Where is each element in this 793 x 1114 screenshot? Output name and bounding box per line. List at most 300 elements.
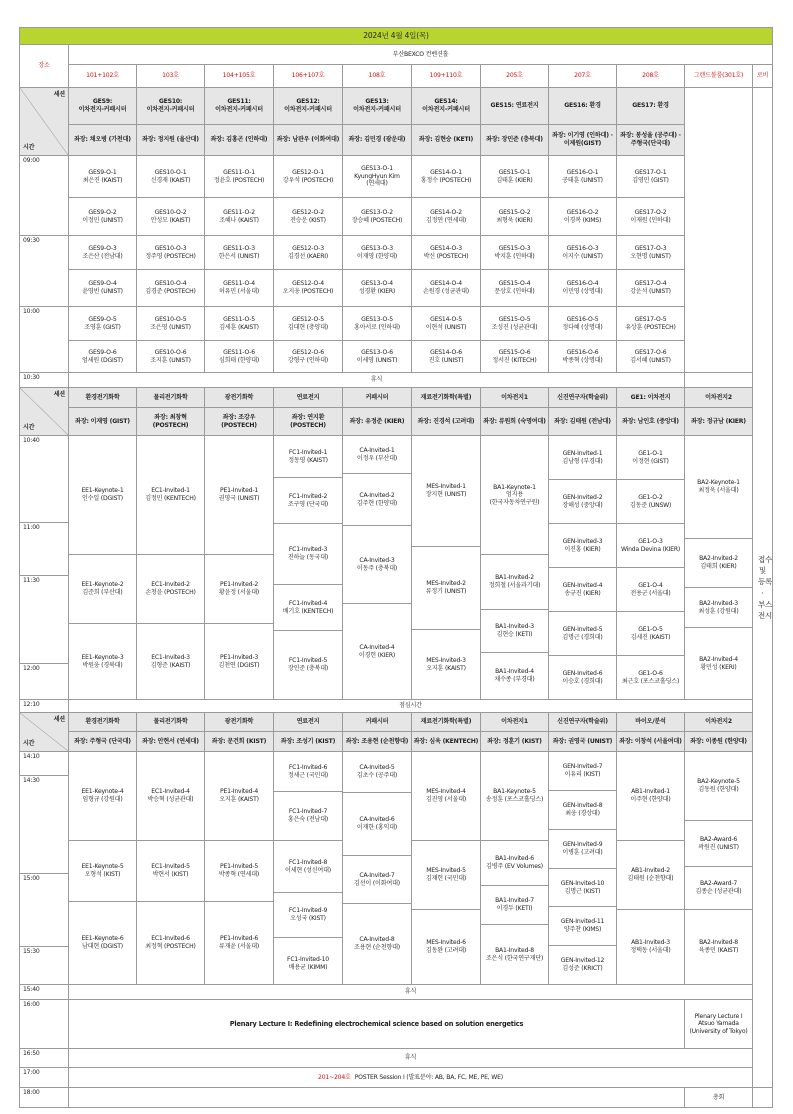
talk-text: GES10-O-4 bbox=[154, 280, 187, 288]
talk-text: 장해성 (중앙대) bbox=[562, 501, 603, 509]
mes-talk bbox=[411, 840, 481, 910]
reception bbox=[684, 1087, 753, 1108]
ge1-talk bbox=[616, 435, 685, 480]
cell-text: (POSTECH) bbox=[152, 421, 189, 429]
talk-text: GES17-O-6 bbox=[634, 348, 667, 356]
ges-talk bbox=[204, 155, 274, 198]
talk-text: GES10-O-3 bbox=[154, 244, 187, 252]
pe1-talk bbox=[204, 554, 274, 624]
ges-talk bbox=[411, 155, 481, 198]
ges-talk bbox=[342, 155, 412, 198]
talk-text: GES14-O-1 bbox=[430, 168, 462, 176]
talk-text: 엄지용 bbox=[505, 491, 524, 499]
talk-text: 이민영 (상명대) bbox=[562, 288, 603, 295]
ges-talk bbox=[68, 306, 137, 341]
talk-text: PE1-Invited-4 bbox=[219, 788, 259, 796]
talk-text: 안성모 (KAIST) bbox=[150, 216, 191, 224]
ba1-talk bbox=[480, 554, 549, 610]
cell-text: 재료전기화학(특별) bbox=[420, 718, 472, 726]
talk-text: GEN-Invited-3 bbox=[562, 537, 603, 545]
talk-text: CA-Invited-3 bbox=[359, 556, 395, 564]
room-header bbox=[204, 64, 274, 88]
cell-text: Atsuo Yamada bbox=[698, 1020, 739, 1028]
talk-text: 송정훈 (포스코홀딩스) bbox=[485, 796, 544, 803]
cell-text: 주형국(단국대) bbox=[630, 140, 671, 147]
cell-text: 점심시간 bbox=[399, 702, 422, 710]
cell-text: 좌장: 류원희 (숙명여대) bbox=[483, 417, 546, 425]
talk-text: GE1-O-3 bbox=[638, 537, 663, 545]
session-header bbox=[68, 712, 137, 732]
session-chair bbox=[204, 407, 274, 436]
cell-text: 커패시터 bbox=[365, 718, 389, 726]
gen-talk bbox=[548, 868, 617, 907]
ca-talk bbox=[342, 473, 412, 526]
cell-text: 환경전기화학 bbox=[85, 718, 120, 726]
talk-text: 김초수 (공주대) bbox=[356, 772, 398, 779]
ges-talk bbox=[136, 306, 205, 341]
talk-text: 허유민 (서울대) bbox=[218, 288, 260, 295]
talk-text: 김동준 (UNSW) bbox=[629, 501, 672, 509]
talk-text: 이진홍 (KIER) bbox=[564, 545, 601, 553]
gen-talk bbox=[548, 567, 617, 612]
talk-text: 손청윤 (POSTECH) bbox=[145, 589, 196, 596]
cell-text: (University of Tokyo) bbox=[689, 1027, 748, 1035]
ge1-talk bbox=[616, 655, 685, 700]
talk-text: GES10-O-2 bbox=[154, 208, 187, 216]
cell-text: 좌장: 유정준 (KIER) bbox=[349, 417, 405, 425]
cell-text: 좌장: 안현서 (연세대) bbox=[142, 737, 199, 745]
ee1-talk bbox=[68, 554, 137, 624]
talk-text: 김동원 (한양대) bbox=[698, 786, 739, 793]
talk-text: FC1-Invited-3 bbox=[288, 546, 328, 554]
talk-text: CA-Invited-7 bbox=[359, 871, 395, 879]
ges-talk bbox=[342, 340, 412, 373]
evening-empty bbox=[68, 1087, 685, 1108]
talk-text: 김경선 (KAERI) bbox=[287, 252, 329, 260]
talk-text: CA-Invited-8 bbox=[359, 936, 395, 944]
room-header bbox=[616, 64, 685, 88]
talk-text: 채수종 (부경대) bbox=[494, 676, 535, 683]
talk-text: GES12-O-5 bbox=[292, 315, 324, 323]
ee1-talk bbox=[68, 751, 137, 841]
ba2-talk bbox=[684, 866, 753, 910]
gen-talk bbox=[548, 906, 617, 946]
session-chair bbox=[616, 124, 685, 156]
talk-text: 신경재 (KAIST) bbox=[150, 176, 191, 184]
ge1-talk bbox=[616, 611, 685, 656]
talk-text: 박종혁 (연세대) bbox=[218, 871, 260, 878]
ges-talk bbox=[480, 306, 549, 341]
talk-text: 성경환 (KIER) bbox=[358, 288, 396, 295]
talk-text: 오지훈 (KAIST) bbox=[219, 796, 259, 803]
talk-text: BA1-Invited-3 bbox=[495, 623, 534, 631]
cell-text: 좌장: 김현승 (KETI) bbox=[418, 136, 474, 144]
talk-text: GE1-O-5 bbox=[638, 625, 663, 633]
talk-text: 김영민 (GIST) bbox=[632, 176, 669, 184]
time-label bbox=[19, 775, 69, 874]
cell-text: 좌장: 진경석 (고려대) bbox=[417, 417, 475, 425]
talk-text: 전승운 (KIST) bbox=[290, 216, 326, 224]
talk-text: 류정기 (UNIST) bbox=[425, 588, 467, 595]
talk-text: 김병주 (EV Volumes) bbox=[486, 863, 543, 870]
session-chair bbox=[411, 731, 481, 752]
talk-text: BA2-Award-7 bbox=[699, 880, 738, 888]
talk-text: 조구영 (단국대) bbox=[287, 500, 329, 508]
cell-text: Plenary Lecture I bbox=[694, 1012, 743, 1020]
talk-text: 한은서 (UNIST) bbox=[218, 252, 260, 260]
time-label bbox=[19, 1067, 69, 1088]
talk-text: 양주찬 (KIMS) bbox=[563, 926, 602, 933]
cell-text: 좌장: 정지원 (울산대) bbox=[142, 136, 199, 144]
talk-text: 오형석 (KIST) bbox=[84, 871, 121, 878]
ges-talk bbox=[204, 235, 274, 270]
cell-text: 좌장: 문건희 (KIST) bbox=[211, 737, 267, 745]
room-header bbox=[480, 64, 549, 88]
talk-text: FC1-Invited-5 bbox=[288, 657, 328, 665]
mes-talk bbox=[411, 546, 481, 630]
ges-talk bbox=[411, 269, 481, 307]
session-header bbox=[411, 712, 481, 732]
session-chair bbox=[548, 124, 617, 156]
talk-text: 최웅 (경상대) bbox=[565, 810, 600, 817]
talk-text: GES11-O-4 bbox=[223, 280, 255, 288]
cell-text: 이차전지-커패시터 bbox=[78, 106, 127, 113]
ba2-talk bbox=[684, 820, 753, 867]
session-chair bbox=[204, 731, 274, 752]
talk-text: GE1-O-2 bbox=[638, 493, 663, 501]
session-header bbox=[548, 712, 617, 732]
ba1-talk bbox=[480, 652, 549, 700]
poster-session bbox=[68, 1067, 753, 1088]
talk-text: 조혜나 (KAIST) bbox=[219, 216, 259, 224]
talk-text: GES16-O-5 bbox=[566, 315, 599, 323]
ge1-talk bbox=[616, 523, 685, 568]
talk-text: 육종민 (KAIST) bbox=[698, 947, 739, 954]
ges-talk bbox=[342, 269, 412, 307]
cell-text: 휴식 bbox=[370, 376, 383, 384]
talk-text: EE1-Keynote-6 bbox=[81, 935, 124, 943]
cell-text: 이차전지-커패시터 bbox=[284, 106, 332, 113]
talk-text: 유상훈 (POSTECH) bbox=[625, 323, 676, 331]
session-chair bbox=[411, 407, 481, 436]
talk-text: 정다혜 (상명대) bbox=[562, 323, 603, 331]
session-header bbox=[136, 387, 205, 408]
session-chair bbox=[273, 407, 343, 436]
cell-text: 11:30 bbox=[23, 577, 40, 584]
cell-text: 좌장: 남인호 (중앙대) bbox=[622, 417, 679, 425]
session-chair bbox=[616, 407, 685, 436]
time-label bbox=[19, 575, 69, 664]
session-header bbox=[136, 712, 205, 732]
gen-talk bbox=[548, 479, 617, 524]
ges-talk bbox=[480, 235, 549, 270]
cell-text: (POSTECH) bbox=[221, 421, 257, 429]
gen-talk bbox=[548, 751, 617, 791]
talk-text: 김남형 (부경대) bbox=[562, 457, 603, 465]
session-header bbox=[342, 712, 412, 732]
talk-text: GES15-O-2 bbox=[498, 208, 531, 216]
talk-text: 강운석 (UNIST) bbox=[630, 288, 671, 295]
talk-text: 김태원 (순천향대) bbox=[627, 875, 674, 882]
talk-text: PE1-Invited-6 bbox=[219, 935, 259, 943]
room-header bbox=[684, 64, 753, 88]
mes-talk bbox=[411, 909, 481, 985]
fc1-talk bbox=[273, 630, 343, 700]
ges-talk bbox=[342, 235, 412, 270]
cell-text: 108호 bbox=[368, 72, 386, 80]
ba1-talk bbox=[480, 751, 549, 841]
room-header bbox=[273, 64, 343, 88]
talk-text: MES-Invited-5 bbox=[426, 867, 466, 875]
cell-text: 205호 bbox=[506, 72, 523, 80]
cell-text: 103호 bbox=[162, 72, 179, 80]
time-label bbox=[19, 372, 69, 388]
cell-text: GES11: bbox=[227, 98, 251, 106]
talk-text: MES-Invited-3 bbox=[426, 656, 466, 664]
time-label bbox=[19, 663, 69, 700]
time-label bbox=[19, 751, 69, 776]
gen-talk bbox=[548, 611, 617, 656]
talk-text: GES17-O-3 bbox=[634, 244, 667, 252]
talk-text: 김종순 (성균관대) bbox=[695, 888, 742, 895]
talk-text: 이경복 (KIMS) bbox=[563, 216, 602, 224]
cell-text: 106+107호 bbox=[291, 72, 325, 80]
talk-text: 이재영 (한양대) bbox=[356, 252, 398, 260]
ges-talk bbox=[136, 155, 205, 198]
cell-text: 이차전지1 bbox=[501, 393, 528, 401]
fc1-talk bbox=[273, 791, 343, 841]
session-header bbox=[548, 87, 617, 125]
talk-text: GES13-O-3 bbox=[361, 244, 393, 252]
talk-text: 김태희 (KIER) bbox=[700, 563, 737, 570]
fc1-talk bbox=[273, 477, 343, 524]
cell-text: GES14: bbox=[434, 98, 458, 106]
ges-talk bbox=[480, 269, 549, 307]
talk-text: GES11-O-2 bbox=[223, 208, 255, 216]
ca-talk bbox=[342, 751, 412, 793]
talk-text: BA2-Invited-8 bbox=[699, 939, 738, 947]
talk-text: GEN-Invited-7 bbox=[562, 763, 603, 771]
talk-text: GES11-O-1 bbox=[223, 168, 255, 176]
talk-text: GES13-O-2 bbox=[361, 208, 393, 216]
talk-text: 박승혁 (성균관대) bbox=[147, 796, 194, 803]
session-header bbox=[480, 387, 549, 408]
talk-text: BA1-Keynote-1 bbox=[493, 483, 536, 491]
talk-text: 조은식 (한국연구재단) bbox=[485, 954, 544, 962]
ges-talk bbox=[273, 340, 343, 373]
cell-text: 총회 bbox=[712, 1093, 725, 1101]
cell-text: 신진연구자(학술위) bbox=[557, 718, 608, 726]
talk-text: GEN-Invited-1 bbox=[562, 449, 603, 457]
talk-text: GES17-O-5 bbox=[634, 315, 667, 323]
talk-text: EC1-Invited-5 bbox=[151, 863, 190, 871]
cell-text: 좌장: 김태원 (전남대) bbox=[554, 417, 611, 425]
talk-text: GES11-O-6 bbox=[223, 348, 255, 356]
talk-text: GES9-O-1 bbox=[88, 168, 117, 176]
gen-talk bbox=[548, 435, 617, 480]
talk-text: 김현승 (KETI) bbox=[496, 631, 533, 638]
cell-text: 물리전기화학 bbox=[153, 718, 188, 726]
ges-talk bbox=[548, 197, 617, 236]
talk-text: 최정욱 (서울대) bbox=[698, 487, 739, 494]
talk-text: 류재윤 (서울대) bbox=[218, 943, 260, 950]
talk-text: FC1-Invited-9 bbox=[288, 907, 328, 915]
cell-text: 좌장: 남관우 (이화여대) bbox=[276, 136, 340, 144]
cell-text: GES10: bbox=[158, 98, 183, 106]
time-label bbox=[19, 984, 69, 1000]
cell-text: 이차전지-커패시터 bbox=[146, 106, 195, 113]
talk-text: 이정현 (GIST) bbox=[632, 457, 669, 465]
ee1-talk bbox=[68, 435, 137, 555]
talk-text: GES9-O-5 bbox=[88, 315, 117, 323]
cell-text: 이차전지1 bbox=[501, 718, 528, 726]
ges-talk bbox=[68, 340, 137, 373]
fc1-talk bbox=[273, 937, 343, 990]
talk-text: 이유리 (KIST) bbox=[564, 771, 601, 778]
cell-text: 이제원(GIST) bbox=[563, 140, 602, 147]
talk-text: 김선이 (이화여대) bbox=[354, 879, 400, 887]
cell-text: GES15: 연료전지 bbox=[490, 102, 539, 110]
talk-text: 조지훈 (UNIST) bbox=[150, 356, 191, 364]
talk-text: FC1-Invited-7 bbox=[288, 808, 328, 816]
talk-text: BA1-Invited-8 bbox=[495, 946, 534, 954]
afternoon-break bbox=[68, 984, 753, 1000]
time-label bbox=[19, 522, 69, 576]
talk-text: CA-Invited-5 bbox=[359, 764, 395, 772]
cell-text: 바이오/분석 bbox=[635, 718, 666, 726]
plenary-speaker bbox=[684, 999, 753, 1049]
talk-text: PE1-Invited-3 bbox=[219, 653, 259, 661]
talk-text: EC1-Invited-6 bbox=[151, 935, 190, 943]
talk-text: 오현명 (UNIST) bbox=[630, 252, 671, 260]
ges-talk bbox=[616, 235, 685, 270]
talk-text: AB1-Invited-2 bbox=[631, 867, 670, 875]
talk-text: 정주영 (POSTECH) bbox=[145, 252, 196, 260]
talk-text: PE1-Invited-2 bbox=[219, 581, 259, 589]
ee1-talk bbox=[68, 623, 137, 700]
talk-text: FC1-Invited-4 bbox=[288, 599, 328, 607]
talk-text: 김진영 (서울대) bbox=[425, 796, 467, 803]
time-label bbox=[19, 155, 69, 236]
ges-talk bbox=[616, 155, 685, 198]
talk-text: GEN-Invited-9 bbox=[562, 841, 603, 849]
cell-text: 좌장: 조강우 bbox=[222, 413, 256, 421]
talk-text: 권영국 (UNIST) bbox=[218, 495, 260, 502]
ges-talk bbox=[68, 269, 137, 307]
talk-text: GES15-O-4 bbox=[498, 280, 531, 288]
talk-text: GES9-O-6 bbox=[88, 348, 117, 356]
pe1-talk bbox=[204, 623, 274, 700]
talk-text: 김태훈 (KIER) bbox=[496, 176, 533, 184]
talk-text: GES17-O-1 bbox=[634, 168, 667, 176]
talk-text: MES-Invited-2 bbox=[426, 580, 466, 588]
talk-text: 김성준 (KRICT) bbox=[562, 965, 603, 972]
talk-text: 정동영 (KAIST) bbox=[288, 456, 328, 464]
talk-text: EE1-Keynote-4 bbox=[81, 788, 124, 796]
room-header bbox=[68, 64, 137, 88]
talk-text: 조은영 (UNIST) bbox=[150, 323, 191, 331]
session-chair bbox=[411, 124, 481, 156]
talk-text: 정세근 (국민대) bbox=[287, 771, 329, 779]
talk-text: 엄세원 (DGIST) bbox=[82, 356, 123, 364]
talk-text: BA2-Invited-2 bbox=[699, 555, 738, 563]
talk-text: BA1-Invited-6 bbox=[495, 855, 534, 863]
ab1-talk bbox=[616, 840, 685, 910]
ges-talk bbox=[273, 197, 343, 236]
talk-text: 조은산 (전남대) bbox=[82, 252, 123, 260]
talk-text: BA2-Award-6 bbox=[699, 835, 738, 843]
cell-text: 좌장: 김홍곤 (인하대) bbox=[210, 136, 268, 144]
talk-text: 배용균 (KIMM) bbox=[288, 963, 328, 971]
ges-talk bbox=[204, 197, 274, 236]
ges-talk bbox=[548, 306, 617, 341]
ges-talk bbox=[411, 197, 481, 236]
session-chair bbox=[684, 731, 753, 752]
cell-text: 부산BEXCO 컨벤션홀 bbox=[392, 50, 449, 58]
session-chair bbox=[342, 124, 412, 156]
talk-text: 김동완 (고려대) bbox=[425, 947, 467, 954]
cell-text: 좌장: 김민경 (광운대) bbox=[348, 136, 406, 144]
cell-text: 15:30 bbox=[23, 948, 40, 955]
talk-text: 조용현 (순천향대) bbox=[354, 944, 400, 951]
talk-text: AB1-Invited-1 bbox=[631, 788, 670, 796]
session-header bbox=[204, 387, 274, 408]
talk-text: 홍정수 (POSTECH) bbox=[420, 176, 472, 184]
talk-text: BA2-Keynote-5 bbox=[697, 778, 740, 786]
talk-text: GES13-O-5 bbox=[361, 315, 393, 323]
session-chair bbox=[480, 407, 549, 436]
talk-text: 정윤호 (POSTECH) bbox=[213, 176, 265, 184]
talk-text: KyungHyun Kim bbox=[354, 172, 400, 180]
talk-text: 장승혜 (POSTECH) bbox=[351, 216, 403, 224]
cell-text: 신진연구자(학술위) bbox=[557, 393, 608, 401]
talk-text: EC1-Invited-2 bbox=[151, 581, 190, 589]
talk-text: 이정민 (UNIST) bbox=[82, 216, 123, 224]
talk-text: 조영훈 (GIST) bbox=[84, 323, 121, 331]
cell-text: 좌장: 연지환 bbox=[291, 413, 325, 421]
session-time-axis bbox=[19, 712, 69, 752]
cell-text: 2024년 4월 4일(목) bbox=[363, 31, 429, 41]
cell-text: 12:10 bbox=[23, 701, 40, 708]
talk-text: 박신 (POSTECH) bbox=[423, 252, 469, 260]
cell-text: 이차전지2 bbox=[705, 718, 732, 726]
session-header bbox=[616, 712, 685, 732]
talk-text: GES16-O-3 bbox=[566, 244, 599, 252]
axis-session-label: 세션 bbox=[53, 716, 65, 723]
cell-text: 커패시터 bbox=[365, 393, 389, 401]
cell-text: 10:30 bbox=[23, 374, 40, 381]
cell-text: 좌장: 채오병 (가천대) bbox=[74, 136, 131, 144]
talk-text: GES15-O-6 bbox=[498, 348, 531, 356]
cell-text: Plenary Lecture I: Redefining electrochemical science based on solution energetics bbox=[229, 1019, 524, 1028]
session-chair bbox=[342, 731, 412, 752]
ges-talk bbox=[204, 306, 274, 341]
cell-text: 15:40 bbox=[23, 986, 40, 993]
cell-text: 광전기화학 bbox=[224, 393, 254, 401]
ges-talk bbox=[273, 155, 343, 198]
talk-text: GEN-Invited-11 bbox=[560, 918, 605, 926]
talk-text: 이재한 (홍익대) bbox=[356, 824, 398, 831]
session-chair bbox=[480, 731, 549, 752]
lunch-break bbox=[68, 699, 753, 713]
cell-text: 좌장: 이종원 (한양대) bbox=[690, 737, 747, 745]
cell-text: 15:00 bbox=[23, 875, 40, 882]
ges-talk bbox=[616, 269, 685, 307]
time-label bbox=[19, 235, 69, 307]
talk-text: GEN-Invited-5 bbox=[562, 625, 603, 633]
talk-text: CA-Invited-2 bbox=[359, 491, 395, 499]
talk-text: MES-Invited-1 bbox=[426, 483, 466, 491]
